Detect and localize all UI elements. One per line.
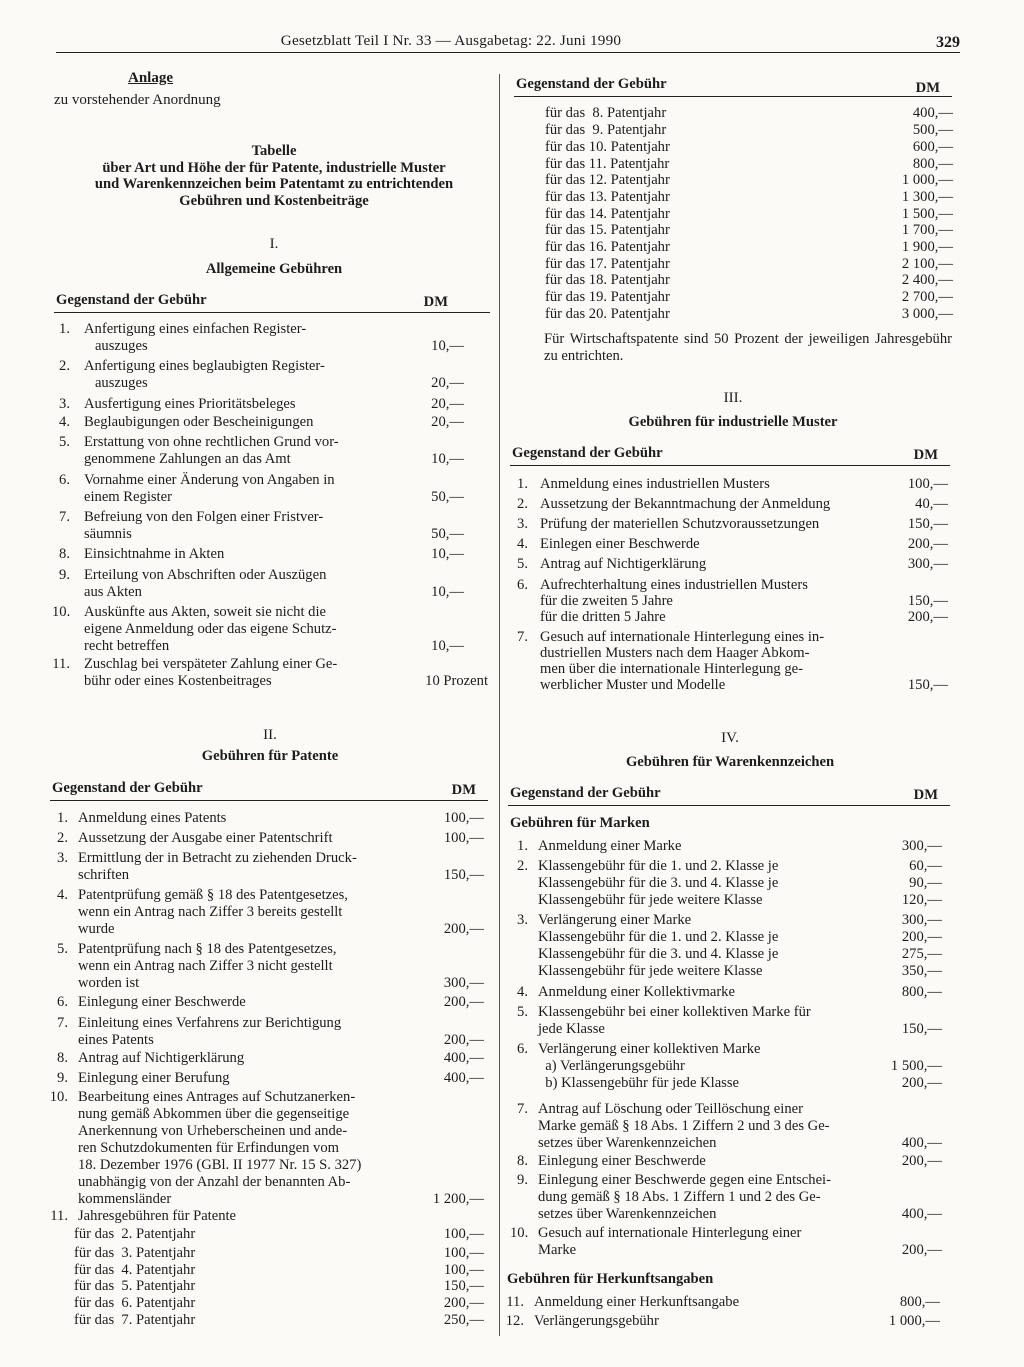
item-value: 800,— [912, 156, 953, 172]
table-title-line: und Warenkennzeichen beim Patentamt zu entrichtenden [94, 176, 454, 192]
item-text: Anfertigung eines beglaubigten Register- auszuges [84, 358, 325, 391]
item-text: Verlängerung einer Marke Klassengebühr für die 1. und 2. Klasse je Klassengebühr für die 3. und 4. Klasse je Klassengebühr für jede weitere Klasse [538, 912, 779, 979]
item-text: Ermittlung der in Betracht zu ziehenden Druck- schriften [78, 850, 357, 883]
item-text: Jahresgebühren für Patente [78, 1208, 237, 1224]
item-value: 500,— [912, 122, 953, 138]
item-number: 11. [506, 1294, 524, 1310]
item-number: 6. [59, 472, 70, 488]
table-header [508, 783, 950, 806]
item-text: für das 12. Patentjahr [545, 172, 670, 188]
header-dm: DM [913, 447, 938, 463]
item-value: 1 500,— 200,— [890, 1058, 942, 1091]
item-value: 10,— [431, 451, 464, 467]
item-text: für das 11. Patentjahr [545, 156, 670, 172]
item-number: 4. [517, 536, 528, 552]
item-value: 200,— [901, 1242, 942, 1258]
item-value: 2 400,— [901, 272, 953, 288]
item-value: 20,— [431, 414, 464, 430]
item-number: 10. [510, 1225, 529, 1241]
item-value: 200,— [443, 994, 484, 1010]
item-number: 6. [517, 577, 528, 593]
item-number: 1. [517, 476, 528, 492]
item-text: Aufrechterhaltung eines industriellen Musters für die zweiten 5 Jahre für die dritten 5 Jahre [540, 577, 808, 625]
item-text: Verlängerungsgebühr [534, 1313, 659, 1329]
item-number: 10. [52, 604, 71, 620]
item-value: 1 000,— [888, 1313, 940, 1329]
item-value: 200,— [443, 1295, 484, 1311]
item-number: 2. [57, 830, 68, 846]
table-title-line: über Art und Höhe der für Patente, industrielle Muster [102, 159, 446, 176]
item-text: Einlegung einer Beschwerde [78, 994, 246, 1010]
item-text: Prüfung der materiellen Schutzvoraussetzungen [540, 516, 820, 532]
item-text: Ausfertigung eines Prioritätsbeleges [84, 396, 296, 412]
item-text: Anmeldung einer Marke [538, 838, 682, 854]
item-text: Aussetzung der Bekanntmachung der Anmeldung [540, 496, 831, 512]
item-text: Anfertigung eines einfachen Register- auszuges [84, 321, 307, 354]
subheading-marken: Gebühren für Marken [510, 815, 650, 831]
item-number: 8. [59, 546, 70, 562]
column-divider [499, 74, 500, 1336]
item-text: für das 7. Patentjahr [74, 1312, 196, 1328]
section-number: II. [263, 727, 277, 743]
item-value: 60,— 90,— 120,— [901, 858, 942, 908]
item-text: für das 20. Patentjahr [545, 306, 670, 322]
item-value: 100,— [443, 1262, 484, 1278]
item-number: 5. [59, 434, 70, 450]
item-value: 400,— [912, 105, 953, 121]
item-number: 7. [57, 1015, 68, 1031]
item-number: 1. [517, 838, 528, 854]
item-number: 8. [517, 1153, 528, 1169]
item-value: 1 000,— [901, 172, 953, 188]
section-title: Gebühren für industrielle Muster [628, 414, 838, 430]
item-number: 5. [517, 1004, 528, 1020]
item-text: Erstattung von ohne rechtlichen Grund vor- genommene Zahlungen an das Amt [84, 434, 339, 467]
item-text: Anmeldung einer Kollektivmarke [538, 984, 735, 1000]
note-wirtschaftspatente: Für Wirtschaftspatente sind 50 Prozent der jeweiligen Jahresgebühr zu entrichten. [544, 331, 952, 364]
item-number: 9. [517, 1172, 528, 1188]
item-value: 300,— [443, 975, 484, 991]
item-text: Zuschlag bei verspäteter Zahlung einer Ge- bühr oder eines Kostenbeitrages [84, 656, 338, 689]
item-value: 400,— [901, 1206, 942, 1222]
item-text: Einlegung einer Berufung [78, 1070, 230, 1086]
item-text: Antrag auf Nichtigerklärung [78, 1050, 245, 1066]
item-number: 6. [517, 1041, 528, 1057]
item-number: 7. [517, 1101, 528, 1117]
item-text: Auskünfte aus Akten, soweit sie nicht die eigene Anmeldung oder das eigene Schutz- recht betreffen [84, 604, 337, 654]
header-title: Gesetzblatt Teil I Nr. 33 — Ausgabetag: 22. Juni 1990 [280, 32, 622, 49]
section-number: III. [723, 390, 743, 406]
table-header [54, 290, 490, 313]
item-number: 3. [517, 516, 528, 532]
anlage-subtitle: zu vorstehender Anordnung [54, 92, 221, 108]
table-title-line: Gebühren und Kostenbeiträge [179, 192, 369, 209]
header-label: Gegenstand der Gebühr [516, 76, 667, 92]
item-value: 20,— [431, 396, 464, 412]
item-text: Vornahme einer Änderung von Angaben in einem Register [84, 472, 335, 505]
item-text: für das 19. Patentjahr [545, 289, 670, 305]
item-value: 800,— [901, 984, 942, 1000]
page-header [56, 30, 960, 53]
item-text: Einlegen einer Beschwerde [540, 536, 700, 552]
item-text: für das 6. Patentjahr [74, 1295, 196, 1311]
item-number: 5. [57, 941, 68, 957]
item-value: 250,— [443, 1312, 484, 1328]
item-text: Patentprüfung nach § 18 des Patentgesetzes, wenn ein Antrag nach Ziffer 3 nicht gestellt worden ist [78, 941, 337, 991]
item-value: 10,— [431, 584, 464, 600]
item-text: Antrag auf Nichtigerklärung [540, 556, 707, 572]
header-dm: DM [913, 787, 938, 803]
section-number: IV. [721, 730, 739, 746]
item-value: 200,— [443, 921, 484, 937]
item-value: 150,— [907, 677, 948, 693]
item-text: für das 10. Patentjahr [545, 139, 670, 155]
item-text: für das 4. Patentjahr [74, 1262, 196, 1278]
item-text: für das 18. Patentjahr [545, 272, 670, 288]
item-number: 7. [59, 509, 70, 525]
item-value: 1 500,— [901, 206, 953, 222]
item-text: Einlegung einer Beschwerde gegen eine Entschei- dung gemäß § 18 Abs. 1 Ziffern 1 und 2 des Ge- setzes über Warenkennzeichen [538, 1172, 831, 1222]
item-value: 50,— [431, 526, 464, 542]
item-value: 10,— [431, 546, 464, 562]
item-number: 2. [517, 858, 528, 874]
header-label: Gegenstand der Gebühr [52, 780, 203, 796]
item-value: 1 300,— [901, 189, 953, 205]
item-number: 4. [517, 984, 528, 1000]
header-dm: DM [915, 80, 940, 96]
item-number: 1. [57, 810, 68, 826]
item-value: 300,— [901, 838, 942, 854]
section-title: Allgemeine Gebühren [205, 261, 343, 277]
item-value: 150,— [443, 867, 484, 883]
item-text: für das 5. Patentjahr [74, 1278, 196, 1294]
item-number: 2. [59, 358, 70, 374]
item-value: 300,— 200,— 275,— 350,— [901, 912, 942, 979]
item-value: 800,— [899, 1294, 940, 1310]
item-text: Aussetzung der Ausgabe einer Patentschrift [78, 830, 333, 846]
item-value: 2 100,— [901, 256, 953, 272]
item-number: 3. [517, 912, 528, 928]
section-title: Gebühren für Patente [201, 748, 339, 764]
item-value: 400,— [901, 1135, 942, 1151]
item-text: Klassengebühr für die 1. und 2. Klasse je Klassengebühr für die 3. und 4. Klasse je Klassengebühr für jede weitere Klasse [538, 858, 779, 908]
item-text: Verlängerung einer kollektiven Marke a) Verlängerungsgebühr b) Klassengebühr für jede Klasse [538, 1041, 761, 1091]
item-number: 1. [59, 321, 70, 337]
item-value: 150,— 200,— [907, 593, 948, 625]
item-text: Beglaubigungen oder Bescheinigungen [84, 414, 314, 430]
header-label: Gegenstand der Gebühr [510, 785, 661, 801]
table-title-line: Tabelle [251, 143, 297, 159]
item-number: 4. [59, 414, 70, 430]
item-text: für das 16. Patentjahr [545, 239, 670, 255]
item-number: 12. [505, 1313, 524, 1329]
item-value: 100,— [443, 810, 484, 826]
item-text: für das 15. Patentjahr [545, 222, 670, 238]
item-value: 2 700,— [901, 289, 953, 305]
item-number: 7. [517, 629, 528, 645]
item-text: Anmeldung einer Herkunftsangabe [534, 1294, 740, 1310]
item-value: 1 200,— [432, 1191, 484, 1207]
item-value: 300,— [907, 556, 948, 572]
item-number: 6. [57, 994, 68, 1010]
item-text: Patentprüfung gemäß § 18 des Patentgesetzes, wenn ein Antrag nach Ziffer 3 bereits gestellt wurde [78, 887, 348, 937]
item-text: Gesuch auf internationale Hinterlegung eines in- dustriellen Musters nach dem Haager Abkom- men über die internationale Hinterlegung ge- werblicher Muster und Modelle [540, 629, 825, 693]
page-number: 329 [936, 34, 960, 51]
item-text: Antrag auf Löschung oder Teillöschung einer Marke gemäß § 18 Abs. 1 Ziffern 2 und 3 des Ge- setzes über Warenkennzeichen [538, 1101, 830, 1151]
item-number: 11. [52, 656, 70, 672]
item-value: 40,— [915, 496, 948, 512]
item-number: 3. [59, 396, 70, 412]
item-text: Gesuch auf internationale Hinterlegung einer Marke [538, 1225, 802, 1258]
item-text: für das 2. Patentjahr [74, 1226, 196, 1242]
item-value: 200,— [901, 1153, 942, 1169]
item-value: 150,— [907, 516, 948, 532]
item-text: Einlegung einer Beschwerde [538, 1153, 706, 1169]
item-value: 600,— [912, 139, 953, 155]
item-value: 1 700,— [901, 222, 953, 238]
item-value: 10,— [431, 338, 464, 354]
anlage-title: Anlage [128, 70, 173, 86]
item-text: Anmeldung eines Patents [78, 810, 227, 826]
subheading-herkunftsangaben: Gebühren für Herkunftsangaben [507, 1271, 714, 1287]
header-dm: DM [423, 294, 448, 310]
item-value: 150,— [901, 1021, 942, 1037]
section-number: I. [269, 236, 279, 252]
table-header [50, 778, 488, 801]
item-value: 20,— [431, 375, 464, 391]
table-header [510, 443, 950, 466]
item-value: 400,— [443, 1050, 484, 1066]
item-number: 11. [50, 1208, 68, 1224]
item-number: 10. [49, 1089, 68, 1105]
item-text: für das 17. Patentjahr [545, 256, 670, 272]
item-number: 3. [57, 850, 68, 866]
item-text: Erteilung von Abschriften oder Auszügen aus Akten [84, 567, 327, 600]
item-value: 150,— [443, 1278, 484, 1294]
item-text: Befreiung von den Folgen einer Fristver- säumnis [84, 509, 324, 542]
item-text: Einsichtnahme in Akten [84, 546, 225, 562]
item-text: Bearbeitung eines Antrages auf Schutzanerken- nung gemäß Abkommen über die gegenseitige Anerkennung von Urheberscheinen und ande- ren Schutzdokumenten für Erfindungen vom 18. Dezember 1976 (GBl. II 1977 Nr. 15 S. 327) unabhängig von der Anzahl der benannten Ab- kommensländer [78, 1089, 362, 1207]
item-value: 200,— [443, 1032, 484, 1048]
item-number: 8. [57, 1050, 68, 1066]
item-value: 10 Prozent [425, 673, 488, 689]
item-value: 400,— [443, 1070, 484, 1086]
item-text: Einleitung eines Verfahrens zur Berichtigung eines Patents [78, 1015, 342, 1048]
item-value: 100,— [443, 1245, 484, 1261]
item-text: Klassengebühr bei einer kollektiven Marke für jede Klasse [538, 1004, 811, 1037]
item-value: 100,— [907, 476, 948, 492]
header-dm: DM [451, 782, 476, 798]
table-header [514, 74, 952, 97]
item-text: Anmeldung eines industriellen Musters [540, 476, 770, 492]
item-value: 10,— [431, 638, 464, 654]
item-text: für das 13. Patentjahr [545, 189, 670, 205]
header-label: Gegenstand der Gebühr [56, 292, 207, 308]
item-value: 100,— [443, 830, 484, 846]
item-text: für das 14. Patentjahr [545, 206, 670, 222]
item-value: 1 900,— [901, 239, 953, 255]
item-value: 3 000,— [901, 306, 953, 322]
header-label: Gegenstand der Gebühr [512, 445, 663, 461]
item-value: 100,— [443, 1226, 484, 1242]
item-number: 9. [59, 567, 70, 583]
section-title: Gebühren für Warenkennzeichen [625, 754, 835, 770]
item-number: 2. [517, 496, 528, 512]
item-value: 50,— [431, 489, 464, 505]
table-title [56, 143, 492, 209]
item-text: für das 9. Patentjahr [545, 122, 667, 138]
item-number: 4. [57, 887, 68, 903]
item-number: 9. [57, 1070, 68, 1086]
item-number: 5. [517, 556, 528, 572]
item-text: für das 8. Patentjahr [545, 105, 667, 121]
item-text: für das 3. Patentjahr [74, 1245, 196, 1261]
item-value: 200,— [907, 536, 948, 552]
